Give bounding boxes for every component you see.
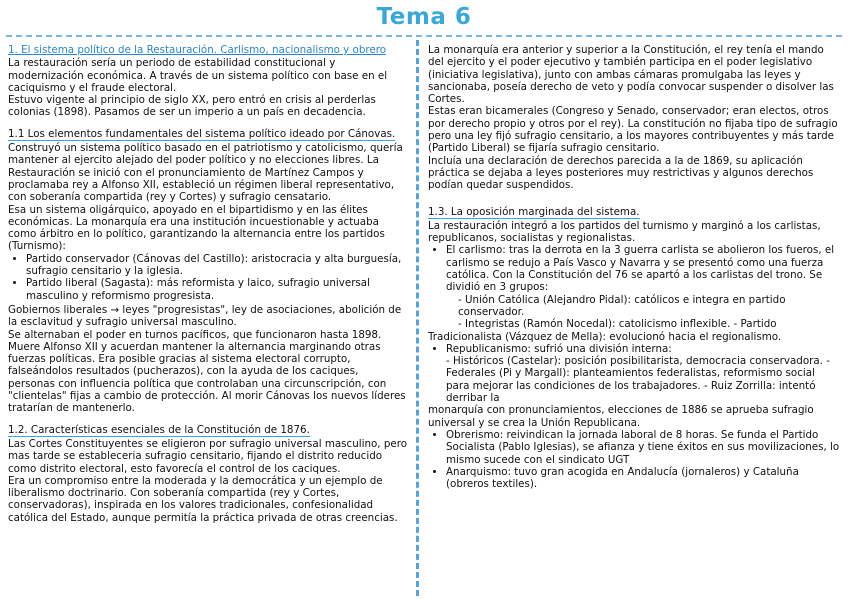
section-1-1-paragraph-1: Construyó un sistema político basado en el patriotismo y catolicismo, quería mantener al ejercito alejado del poder político y no elecciones libres. La Restauración se inició con el pronunciamiento de Martínez Campos y proclamaba rey a Alfonso XII, estableció un régimen liberal representativo, con soberanía compartida (rey y Cortes) y sufragio censatario. [8,142,403,204]
section-1-2-paragraph-1: Las Cortes Constituyentes se eligieron por sufragio universal masculino, pero mas tarde se estableceria sufragio censitario, fijando el distrito reducido como distrito electoral, esto favorecía el control de los caciques. [8,437,408,475]
section-1-heading: 1. El sistema político de la Restauración. Carlismo, nacionalismo y obrero [8,44,387,56]
opposition-list-2 [428,343,840,404]
republicanismo-tail: monarquía con pronunciamientos, elecciones de 1886 se aprueba sufragio universal y se crea la Unión Republicana. [428,404,814,429]
list-item-obrerismo: • Obrerismo: reivindican la jornada laboral de 8 horas. Se funda el Partido Socialista (Pablo Iglesias), se afianza y tiene éxitos en sus movilizaciones, lo mismo sucede con el sindicato UGT [446,429,840,466]
list-item: - Unión Católica (Alejandro Pidal): católicos e integra en partido conservador. [458,294,840,319]
list-item-republicanismo [446,343,840,404]
republicanismo-text: Republicanismo: sufrió una división interna: [446,342,672,355]
top-divider [6,35,842,37]
section-1-3-intro: La restauración integró a los partidos del turnismo y marginó a los carlistas, republicanos, socialistas y regionalistas. [428,219,821,245]
section-1-1-heading: 1.1 Los elementos fundamentales del sistema político ideado por Cánovas. [8,127,396,140]
list-item: • Partido liberal (Sagasta): más reformista y laico, sufragio universal masculino y reformismo progresista. [26,277,408,302]
opposition-list [428,244,840,330]
republicanismo-detail: - Históricos (Castelar): posición posibilitarista, democracia conservadora. - Federales (Pi y Margall): planteamientos federalistas, reformismo social para mejorar las condiciones de los trabajadores. - Ruiz Zorrilla: intentó derribar la [446,355,830,405]
section-1-1-paragraph-4: Se alternaban el poder en turnos pacíficos, que funcionaron hasta 1898. Muere Alfonso XII y acuerdan mantener la alternancia marginando otras fuerzas políticas. Era posible gracias al sistema electoral corrupto, falseándolos resultados (pucherazos), con la ayuda de los caciques, personas con influencia política que controlaban una circunscripción, con "clientelas" fijas a cambio de protección. Al morir Cánovas los nuevos líderes tratarían de mantenerlo. [8,328,406,415]
section-1-1-paragraph-3: Gobiernos liberales → leyes "progresistas", ley de asociaciones, abolición de la esclavitud y sufragio universal masculino. [8,303,402,329]
section-1-2-paragraph-2: Era un compromiso entre la moderada y la democrática y un ejemplo de liberalismo doctrinario. Con soberanía compartida (rey y Cortes, conservadoras), inspirada en los valores tradicionales, confesionalidad católica del Estado, aunque permitía la práctica privada de otras creencias. [8,474,398,524]
tradicionalista-text: Tradicionalista (Vázquez de Mella): evolucionó hacia el regionalismo. [428,330,782,343]
opposition-list-3 [428,429,840,490]
constitution-paragraph-2: Estas eran bicamerales (Congreso y Senado, conservador; eran electos, otros por derecho propio y otros por el rey). La constitución no fijaba tipo de sufragio pero una ley fijó sufragio censitario, a los mayores contribuyentes y más tarde (Partido Liberal) se fijaría sufragio censitario. [428,105,838,155]
list-item-anarquismo: • Anarquismo: tuvo gran acogida en Andalucía (jornaleros) y Cataluña (obreros textiles). [446,466,840,491]
parties-list [8,253,408,302]
carlismo-text: El carlismo: tras la derrota en la 3 guerra carlista se abolieron los fueros, el carlismo se redujo a País Vasco y Navarra y se presentó como una fuerza católica. Con la Constitución del 76 se apartó a los carlistas del trono. Se dividió en 3 grupos: [446,244,835,294]
carlismo-sublist [446,294,840,331]
list-item: • Partido conservador (Cánovas del Castillo): aristocracia y alta burguesía, sufragio censitario y la iglesia. [26,253,408,278]
left-column [8,44,408,524]
section-1-2-heading: 1.2. Características esenciales de la Constitución de 1876. [8,423,310,436]
page-title: Tema 6 [376,4,472,30]
section-1-paragraph-2: Estuvo vigente al principio de siglo XX, pero entró en crisis al perderlas colonias (1898). Pasamos de ser un imperio a un país en decadencia. [8,94,376,119]
section-1-paragraph-1: La restauración sería un periodo de estabilidad constitucional y modernización económica. A través de un sistema político con base en el caciquismo y el fraude electoral. [8,57,388,94]
list-item: - Integristas (Ramón Nocedal): catolicismo inflexible. - Partido [458,318,840,330]
right-column [428,44,840,490]
constitution-paragraph-3: Incluía una declaración de derechos parecida a la de 1869, su aplicación práctica se dejaba a leyes posteriores muy restrictivas y algunos derechos podían quedar suspendidos. [428,154,814,192]
constitution-paragraph-1: La monarquía era anterior y superior a la Constitución, el rey tenía el mando del ejercito y el poder ejecutivo y también participa en el poder legislativo (iniciativa legislativa), junto con ambas cámaras promulgaba las leyes y sancionaba, poseía derecho de veto y podía convocar suspender o disolver las Cortes. [428,44,834,106]
section-1-1-paragraph-2: Esa un sistema oligárquico, apoyado en el bipartidismo y en las élites económicas. La monarquía era una institución incuestionable y actuaba como árbitro en lo político, garantizando la alternancia entre los partidos (Turnismo): [8,203,385,253]
list-item-carlismo [446,244,840,330]
section-1-3-heading: 1.3. La oposición marginada del sistema. [428,205,640,218]
column-divider [416,40,419,596]
